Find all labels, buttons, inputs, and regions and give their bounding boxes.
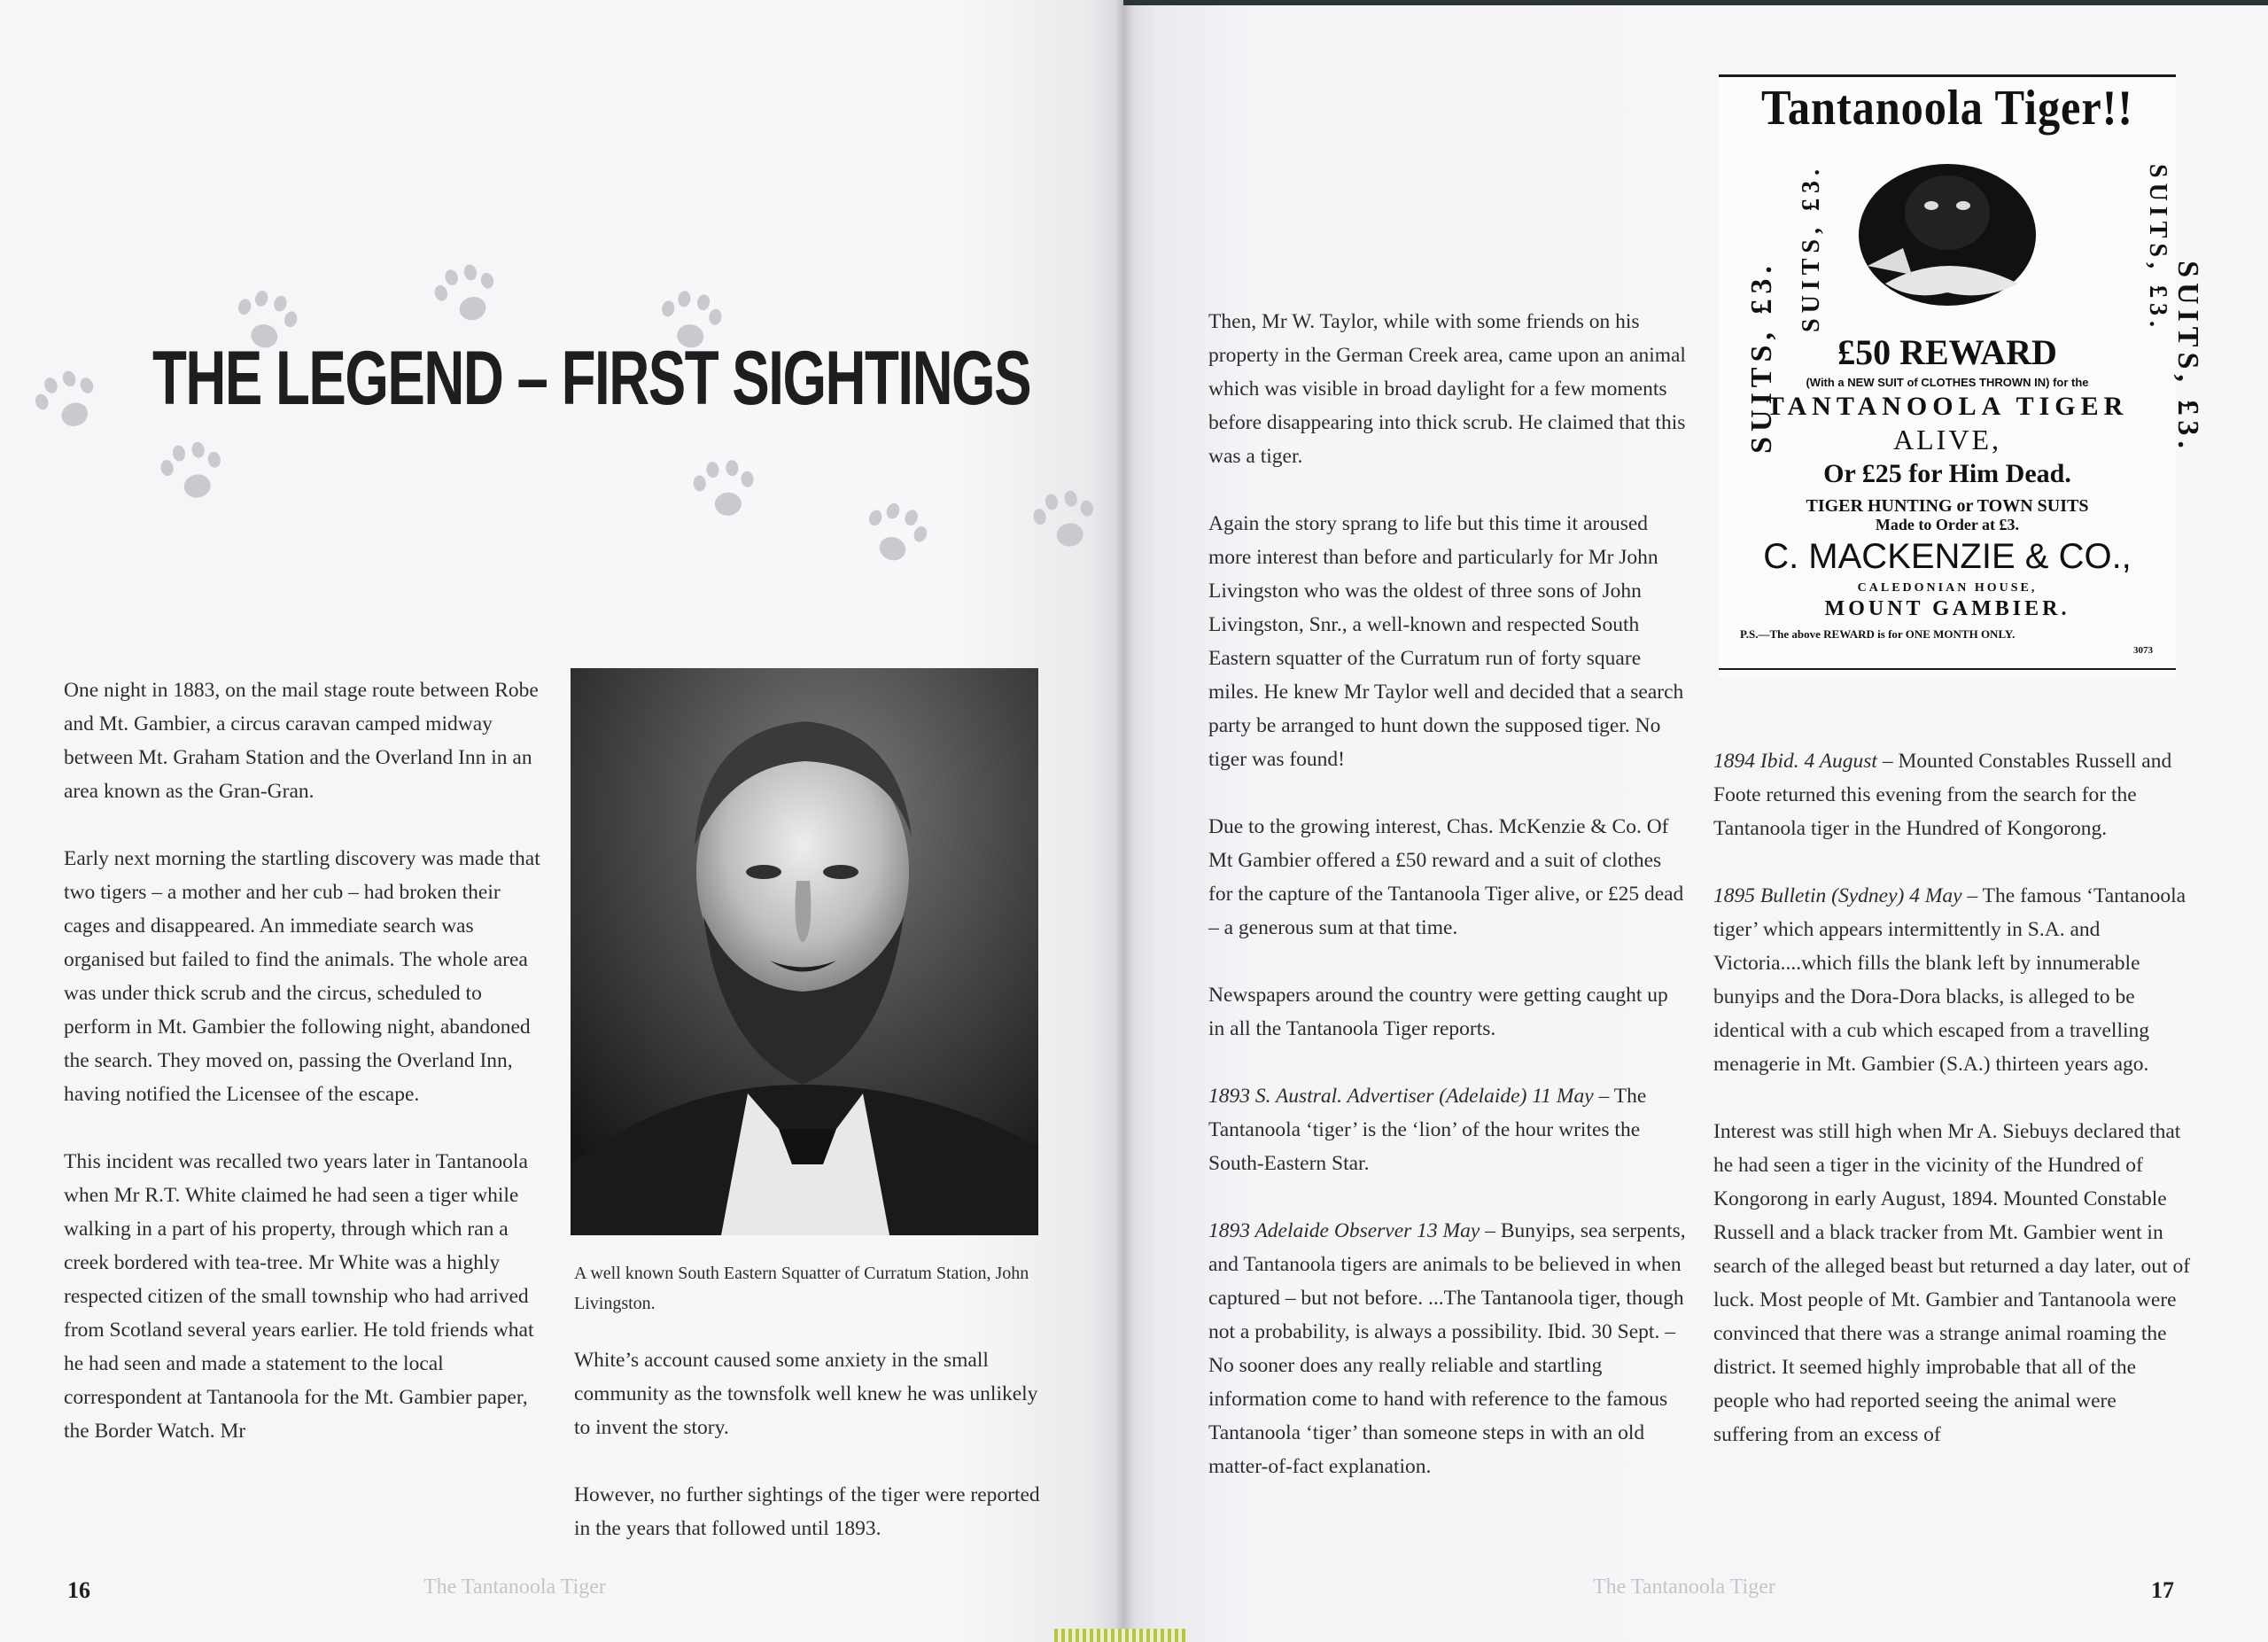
advert-side-text-right: SUITS, £3. [2171,261,2204,454]
advert-town: MOUNT GAMBIER. [1824,597,2070,620]
advert-bottom-rule [1719,668,2176,670]
portrait-photo [571,668,1038,1235]
bottom-edge-strip [1054,1629,1187,1642]
paw-print-icon [688,458,764,533]
advert-dead: Or £25 for Him Dead. [1823,459,2071,488]
news-source: 1893 Adelaide Observer 13 May [1208,1219,1480,1242]
left-column-2 [574,1343,1052,1545]
advert-side-text-left-inner: SUITS, £3. [1797,164,1825,332]
advert-alive: ALIVE, [1893,424,2001,455]
photo-caption: A well known South Eastern Squatter of Curratum Station, John Livingston. [574,1264,1029,1313]
advert-code: 3073 [2133,645,2153,656]
paragraph: One night in 1883, on the mail stage route between Robe and Mt. Gambier, a circus caravan camped midway between Mt. Graham Station and the Overland Inn in an area known as the Gran-Gran. [64,679,539,803]
news-text: – Mounted Constables Russell and Foote returned this evening from the search for the Tantanoola tiger in the Hundred of Kongorong. [1713,750,2172,840]
page-number-left: 16 [67,1577,90,1603]
page-number-right: 17 [2151,1577,2174,1603]
news-text: – The Tantanoola ‘tiger’ is the ‘lion’ of the hour writes the South-Eastern Star. [1208,1085,1647,1175]
news-item [1713,879,2192,1081]
page-top-edge [1123,0,2268,5]
paragraph: Again the story sprang to life but this time it aroused more interest than before and particularly for Mr John Livingston who was the oldest of three sons of John Livingston, Snr., a well-known and respected South Eastern squatter of the Curratum run of forty square miles. He knew Mr Taylor well and decided that a search party be arranged to hunt down the supposed tiger. No tiger was found! [1208,512,1684,771]
page-heading: THE LEGEND – FIRST SIGHTINGS [152,336,1031,421]
advert-tiger-name: TANTANOOLA TIGER [1766,392,2129,421]
paragraph: Then, Mr W. Taylor, while with some friends on his property in the German Creek area, came upon an animal which was visible in broad daylight for a few moments before disappearing into thick scrub. He claimed that this was a tiger. [1208,310,1686,468]
advert-hunting-suits: TIGER HUNTING or TOWN SUITS [1806,496,2089,516]
advert-with-suit: (With a NEW SUIT of CLOTHES THROWN IN) for the [1806,376,2089,389]
news-item [1713,744,2192,845]
advert-made-to-order: Made to Order at £3. [1875,516,2020,533]
right-column-1 [1208,305,1687,1483]
news-source: 1894 Ibid. 4 August [1713,750,1877,773]
paragraph: White’s account caused some anxiety in the small community as the townsfolk well knew he was unlikely to invent the story. [574,1349,1038,1439]
left-column-1 [64,673,542,1448]
running-title-left: The Tantanoola Tiger [423,1576,606,1599]
book-spine [1115,0,1134,1642]
advert-side-text-right-inner: SUITS, £3. [2143,164,2171,332]
paragraph: This incident was recalled two years later in Tantanoola when Mr R.T. White claimed he had seen a tiger while walking in a part of his property, through which ran a creek bordered with tea-tree. Mr White was a highly respected citizen of the small township who had arrived from Scotland several years earlier. He told friends what he had seen and made a statement to the local correspondent at Tantanoola for the Mt. Gambier paper, the Border Watch. Mr [64,1150,534,1443]
news-item [1208,1214,1687,1483]
reward-advertisement [1719,74,2204,677]
tiger-engraving [1850,151,2045,310]
portrait-illustration [571,668,1038,1235]
paragraph: Early next morning the startling discovery was made that two tigers – a mother and her cub – had broken their cages and disappeared. An immediate search was organised but failed to find the animals. The whole area was under thick scrub and the circus, scheduled to perform in Mt. Gambier the following night, abandoned the search. They moved on, passing the Overland Inn, having notified the Licensee of the escape. [64,847,540,1106]
paw-print-icon [154,438,234,518]
running-title-right: The Tantanoola Tiger [1593,1576,1775,1599]
news-source: 1893 S. Austral. Advertiser (Adelaide) 11 May [1208,1085,1594,1108]
paw-print-icon [1027,486,1107,566]
advert-house: CALEDONIAN HOUSE, [1857,581,2038,595]
news-text: – Bunyips, sea serpents, and Tantanoola tigers are animals to be believed in when captured – but not before. ...The Tantanoola tiger, though not a probability, is always a possibility. Ibid. 30 Sept. – No sooner does any really reliable and startling information come to hand with reference to the famous Tantanoola ‘tiger’ than someone steps in with an old matter-of-fact explanation. [1208,1219,1686,1478]
advert-title: Tantanoola Tiger!! [1761,81,2133,136]
advert-firm: C. MACKENZIE & CO., [1763,537,2132,576]
advert-reward: £50 REWARD [1837,332,2057,372]
news-text: – The famous ‘Tantanoola tiger’ which appears intermittently in S.A. and Victoria....which fills the blank left by innumerable bunyips and the Dora-Dora blacks, is alleged to be identical with a cub which escaped from a travelling menagerie in Mt. Gambier (S.A.) thirteen years ago. [1713,884,2186,1076]
news-item [1208,1079,1687,1180]
news-source: 1895 Bulletin (Sydney) 4 May [1713,884,1962,907]
advert-ps: P.S.—The above REWARD is for ONE MONTH ONLY. [1740,627,2016,641]
right-column-2 [1713,744,2192,1451]
paragraph: Due to the growing interest, Chas. McKenzie & Co. Of Mt Gambier offered a £50 reward and a suit of clothes for the capture of the Tantanoola Tiger alive, or £25 dead – a generous sum at that time. [1208,815,1684,939]
advert-top-rule [1719,74,2176,77]
advert-side-text-left: SUITS, £3. [1744,261,1778,454]
paragraph: However, no further sightings of the tiger were reported in the years that followed until 1893. [574,1483,1040,1540]
paragraph: Newspapers around the country were getting caught up in all the Tantanoola Tiger reports. [1208,984,1668,1040]
paragraph: Interest was still high when Mr A. Siebuys declared that he had seen a tiger in the vicinity of the Hundred of Kongorong in early August, 1894. Mounted Constable Russell and a black tracker from Mt. Gambier went in search of the alleged beast but returned a day later, out of luck. Most people of Mt. Gambier and Tantanoola were convinced that there was a strange animal roaming the district. It seemed highly improbable that all of the people who had reported seeing the animal were suffering from an excess of [1713,1120,2191,1446]
